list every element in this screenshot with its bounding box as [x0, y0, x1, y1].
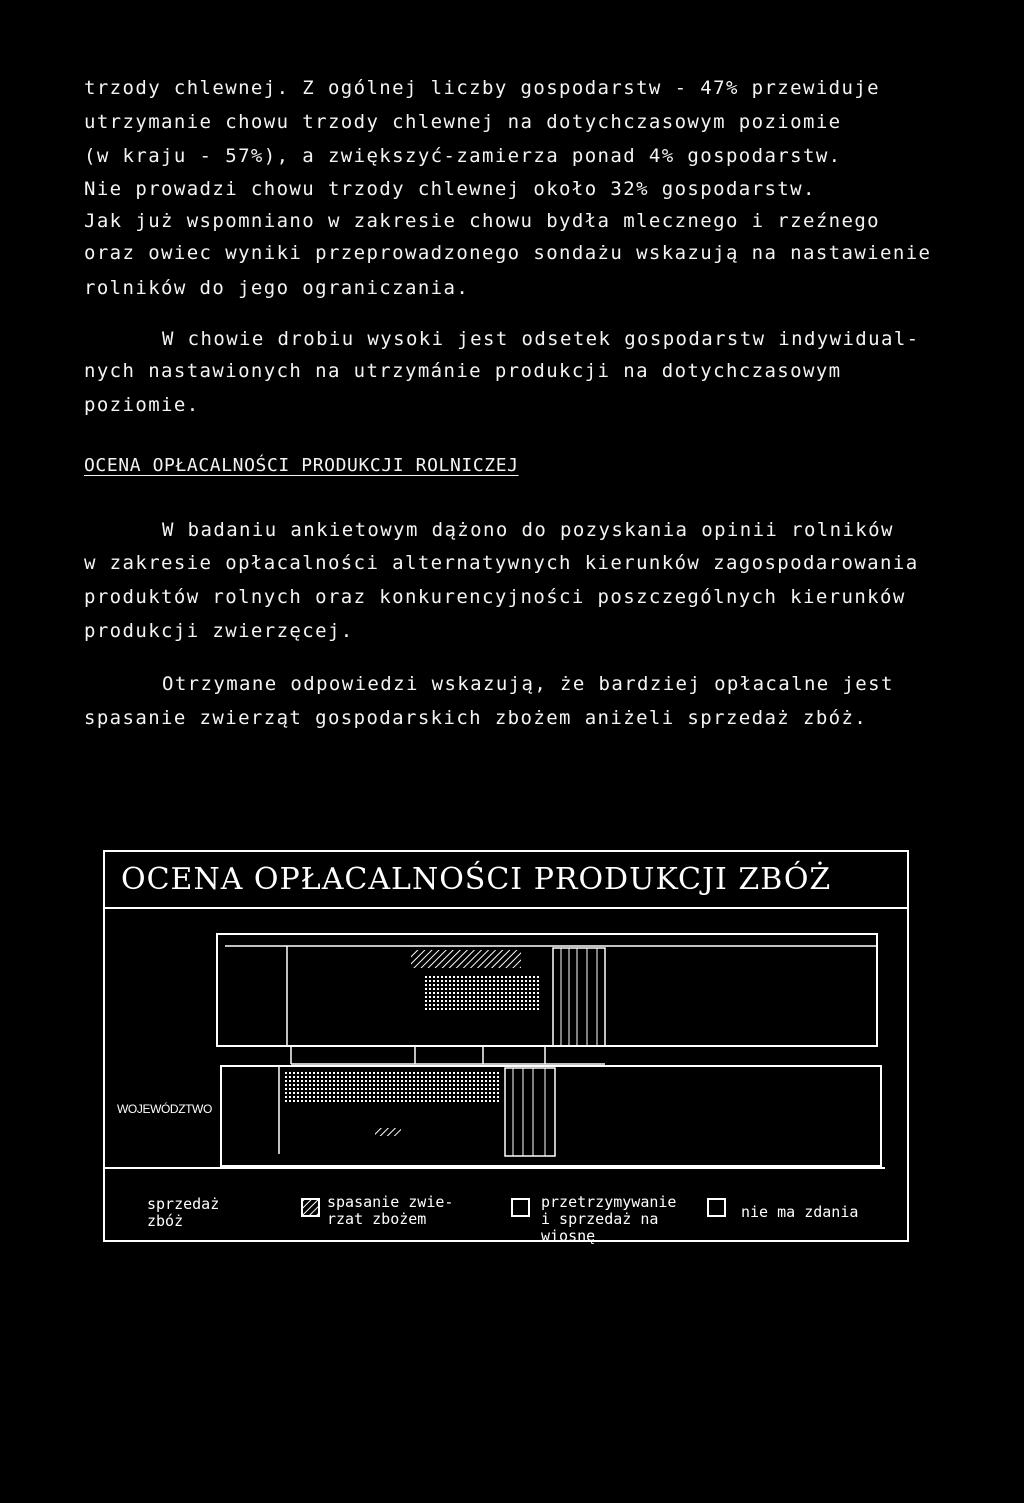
p1-line-2: utrzymanie chowu trzody chlewnej na dotychczasowym poziomie	[84, 111, 842, 133]
legend-spasanie-label: spasanie zwie- rzat zbożem	[327, 1193, 454, 1228]
p1-line-3: (w kraju - 57%), a zwiększyć-zamierza ponad 4% gospodarstw.	[84, 145, 842, 167]
p1-line-7: rolników do jego ograniczania.	[84, 277, 470, 299]
p1-line-5: Jak już wspomniano w zakresie chowu bydła mlecznego i rzeźnego	[84, 210, 881, 232]
legend-spasanie-swatch	[301, 1198, 320, 1217]
bottom-bar-dotted	[285, 1070, 501, 1104]
legend-nie-ma-zdania-label: nie ma zdania	[741, 1203, 859, 1221]
p3-line-3: produktów rolnych oraz konkurencyjności poszczególnych kierunków	[84, 586, 906, 608]
chart-graphic	[105, 852, 911, 1244]
p3-line-1: W badaniu ankietowym dążono do pozyskania opinii rolników	[162, 519, 894, 541]
chart-title: OCENA OPŁACALNOŚCI PRODUKCJI ZBÓŻ	[121, 862, 832, 897]
legend-przetrzymywanie-swatch	[511, 1198, 530, 1217]
chart-panel	[103, 850, 909, 1245]
bottom-bar-hatched-small	[375, 1128, 401, 1136]
top-bar-hatched-1	[411, 950, 521, 968]
p3-line-2: w zakresie opłacalności alternatywnych kierunków zagospodarowania	[84, 552, 919, 574]
row-label: WOJEWÓDZTWO	[117, 1102, 212, 1116]
p1-line-4: Nie prowadzi chowu trzody chlewnej około 32% gospodarstw.	[84, 178, 816, 200]
p1-line-1: trzody chlewnej. Z ogólnej liczby gospodarstw - 47% przewiduje	[84, 77, 881, 99]
p1-line-6: oraz owiec wyniki przeprowadzonego sondażu wskazują na nastawienie	[84, 242, 932, 264]
legend-nie-ma-zdania-swatch	[707, 1198, 726, 1217]
p2-line-1: W chowie drobiu wysoki jest odsetek gospodarstw indywidual-	[162, 328, 920, 350]
section-heading: OCENA OPŁACALNOŚCI PRODUKCJI ROLNICZEJ	[84, 455, 519, 476]
legend-przetrzymywanie-label: przetrzymywanie i sprzedaż na wiosnę	[541, 1193, 677, 1245]
p3-line-4: produkcji zwierzęcej.	[84, 620, 354, 642]
p4-line-1: Otrzymane odpowiedzi wskazują, że bardziej opłacalne jest	[162, 673, 894, 695]
top-block	[217, 934, 877, 1046]
p2-line-2: nych nastawionych na utrzymánie produkcji na dotychczasowym	[84, 360, 842, 382]
p4-line-2: spasanie zwierząt gospodarskich zbożem aniżeli sprzedaż zbóż.	[84, 707, 868, 729]
p2-line-3: poziomie.	[84, 394, 200, 416]
top-bar-dotted-1	[425, 976, 541, 1010]
legend-sprzedaz-label: sprzedaż zbóż	[147, 1195, 220, 1230]
